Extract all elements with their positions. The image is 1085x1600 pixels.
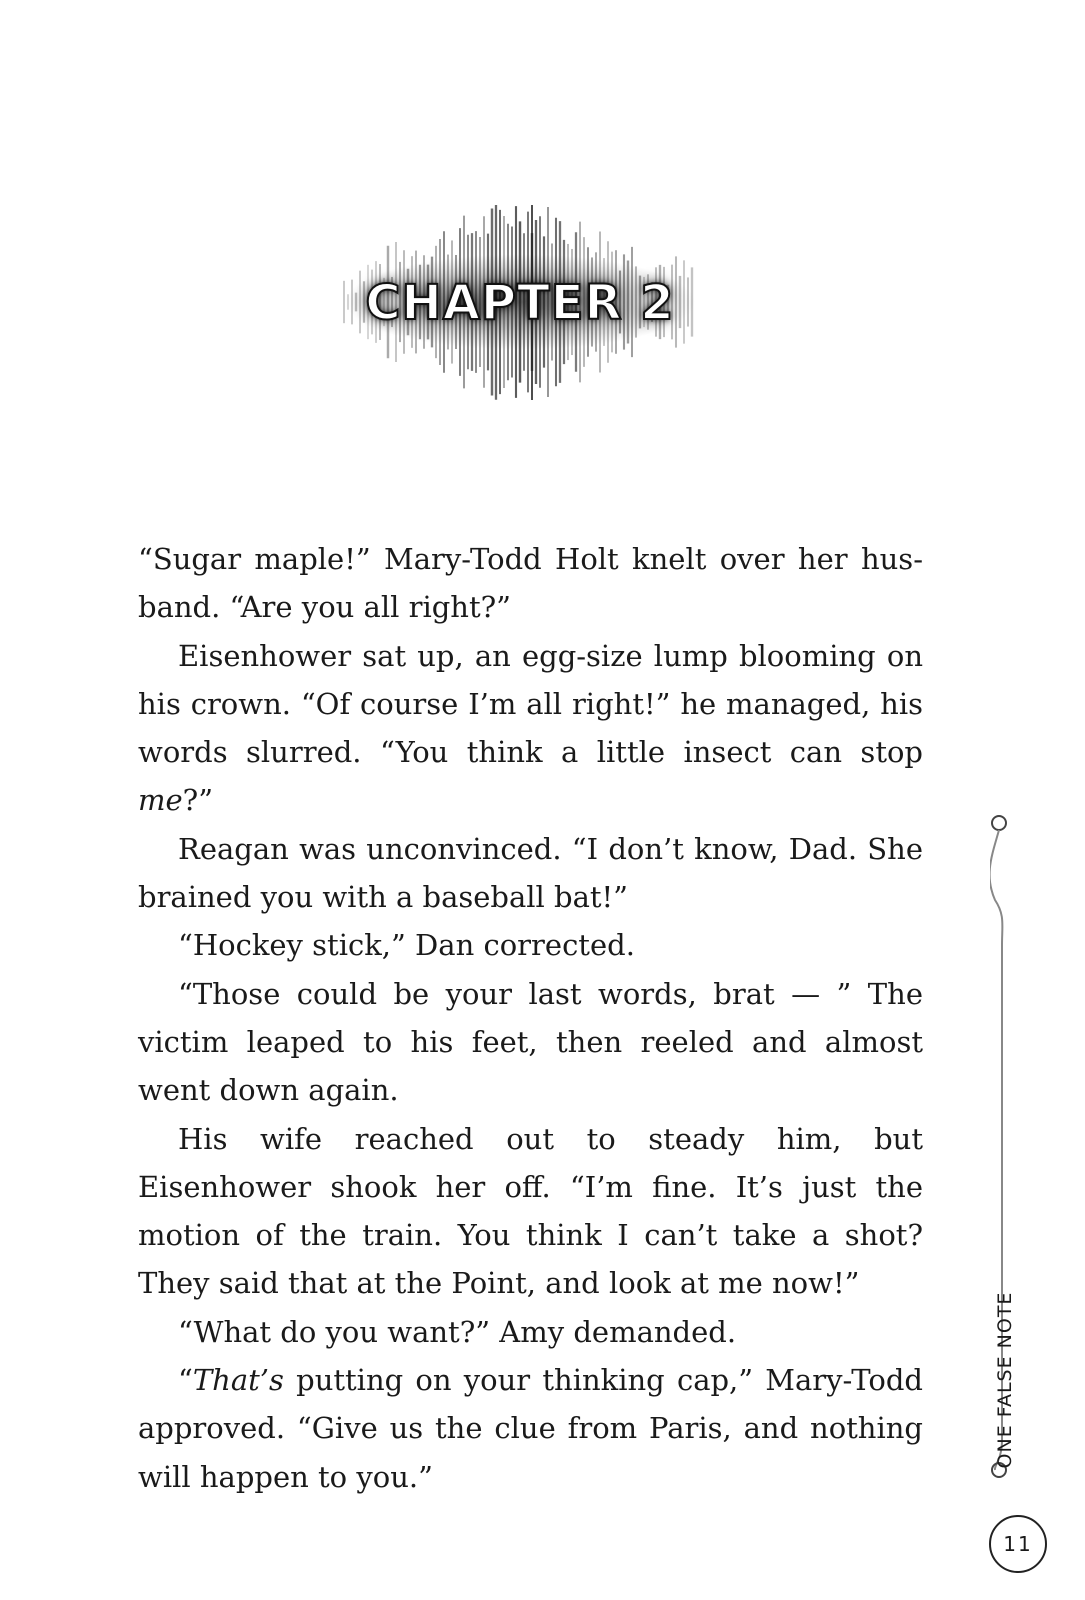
chapter-title: CHAPTER 2 bbox=[365, 274, 675, 331]
chapter-heading bbox=[340, 205, 700, 400]
text-run: ?” bbox=[182, 783, 214, 818]
text-run: “What do you want?” Amy demanded. bbox=[178, 1314, 737, 1349]
text-run: His wife reached out to steady him, but Eisenhower shook her off. “I’m fine. It’s just the motion of the train. You think I can’t take a shot? They said that at the Point, and look at me now!” bbox=[138, 1121, 923, 1301]
paragraph bbox=[138, 535, 923, 632]
paragraph bbox=[138, 825, 923, 922]
italic-text: That’s bbox=[192, 1363, 284, 1398]
paragraph bbox=[138, 970, 923, 1115]
running-head: ONE FALSE NOTE bbox=[994, 1291, 1016, 1469]
text-run: Eisenhower sat up, an egg-size lump blooming on his crown. “Of course I’m all right!” he managed, his words slurred. “You think a little insect can stop bbox=[138, 638, 923, 770]
paragraph bbox=[138, 632, 923, 825]
page-number: 11 bbox=[989, 1515, 1047, 1573]
italic-text: me bbox=[138, 783, 183, 818]
text-run: “Those could be your last words, brat — ” The victim leaped to his feet, then reeled and almost went down again. bbox=[138, 976, 923, 1108]
text-run: “Hockey stick,” Dan corrected. bbox=[178, 928, 635, 963]
text-run: “ bbox=[178, 1363, 193, 1398]
text-run: “Sugar maple!” Mary-Todd Holt knelt over her hus-band. “Are you all right?” bbox=[138, 542, 923, 625]
paragraph bbox=[138, 1115, 923, 1308]
body-text bbox=[138, 535, 923, 1501]
paragraph bbox=[138, 921, 923, 969]
paragraph bbox=[138, 1308, 923, 1356]
paragraph bbox=[138, 1356, 923, 1501]
text-run: Reagan was unconvinced. “I don’t know, Dad. She brained you with a baseball bat!” bbox=[138, 831, 923, 915]
text-run: putting on your thinking cap,” Mary-Todd approved. “Give us the clue from Paris, and nothing will happen to you.” bbox=[138, 1363, 923, 1494]
